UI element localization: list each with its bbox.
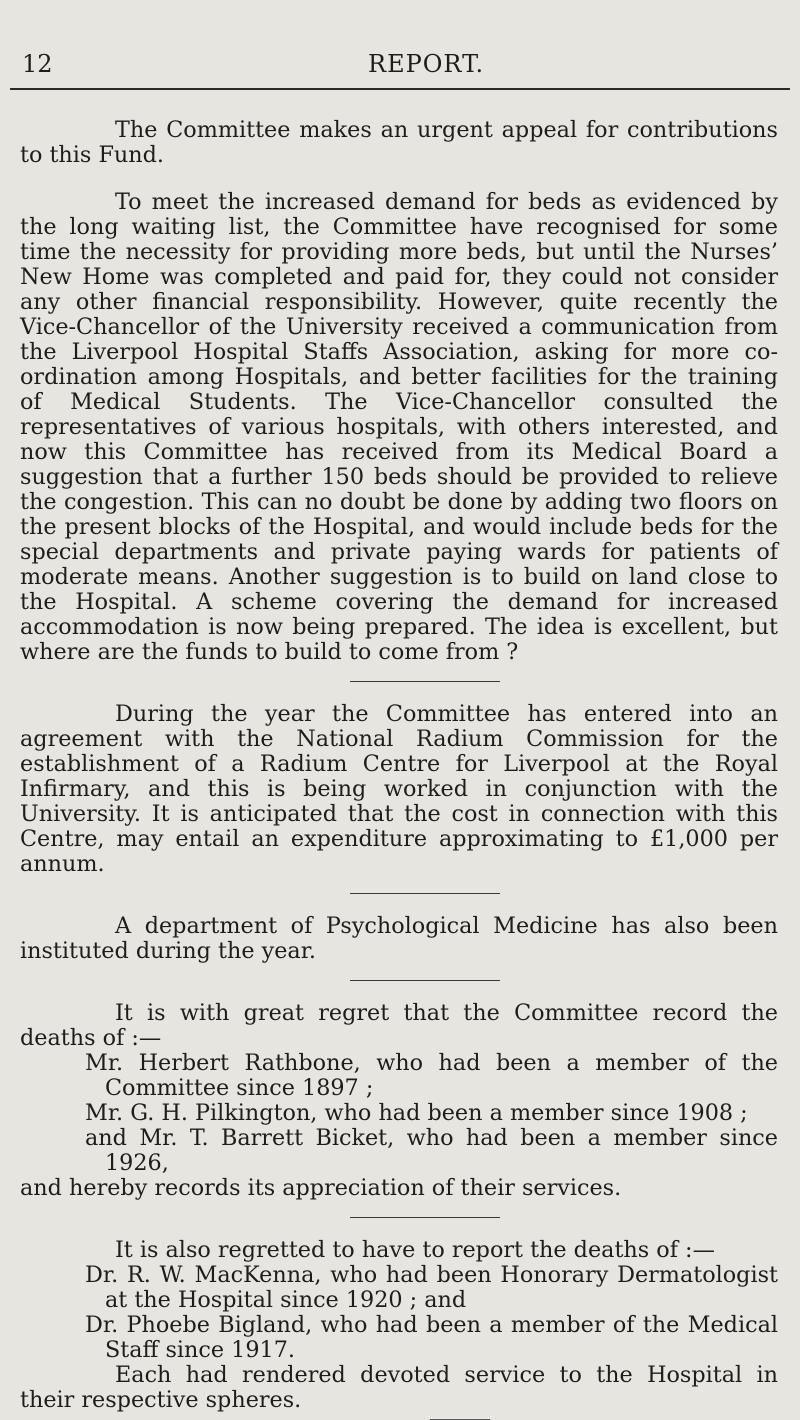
deaths2-closing: Each had rendered devoted service to the Hospital in their respective spheres.	[20, 1362, 778, 1413]
section-divider	[350, 980, 500, 981]
deaths-intro: It is with great regret that the Committee record the deaths of :—	[20, 1000, 778, 1051]
list-item: Mr. Herbert Rathbone, who had been a member of the Committee since 1897 ;	[85, 1050, 778, 1101]
section-divider	[350, 1217, 500, 1218]
list-item: Mr. G. H. Pilkington, who had been a member since 1908 ;	[85, 1100, 748, 1126]
staff-deaths-list	[20, 1263, 778, 1363]
list-item: Dr. R. W. MacKenna, who had been Honorary Dermatologist at the Hospital since 1920 ; and	[85, 1262, 778, 1313]
report-body	[20, 118, 778, 1420]
deaths-closing: and hereby records its appreciation of their services.	[20, 1175, 622, 1201]
header-rule	[10, 88, 790, 90]
radium-paragraph: During the year the Committee has entered into an agreement with the National Radium Commission for the establishment of a Radium Centre for Liverpool at the Royal Infirmary, and this is being worked in conjunction with the University. It is anticipated that the cost in connection with this Centre, may entail an expenditure approximating to £1,000 per annum.	[20, 701, 778, 877]
appeal-paragraph: The Committee makes an urgent appeal for contributions to this Fund.	[20, 117, 778, 168]
section-divider	[350, 681, 500, 682]
list-item: Dr. Phoebe Bigland, who had been a member of the Medical Staff since 1917.	[85, 1312, 778, 1363]
list-item: and Mr. T. Barrett Bicket, who had been a member since 1926,	[85, 1125, 778, 1176]
running-title: REPORT.	[368, 50, 485, 78]
page-number: 12	[22, 50, 53, 78]
section-divider	[350, 893, 500, 894]
psychological-medicine-paragraph: A department of Psychological Medicine has also been instituted during the year.	[20, 913, 778, 964]
beds-paragraph: To meet the increased demand for beds as evidenced by the long waiting list, the Committee have recognised for some time the necessity for providing more beds, but until the Nurses’ New Home was completed and paid for, they could not consider any other financial responsibility. However, quite recently the Vice-Chancellor of the University received a communication from the Liverpool Hospital Staffs Association, asking for more co-ordination among Hospitals, and better facilities for the training of Medical Students. The Vice-Chancellor consulted the representatives of various hospitals, with others interested, and now this Committee has received from its Medical Board a suggestion that a further 150 beds should be provided to relieve the congestion. This can no doubt be done by adding two floors on the present blocks of the Hospital, and would include beds for the special departments and private paying wards for patients of moderate means. Another suggestion is to build on land close to the Hospital. A scheme covering the demand for increased accommodation is now being prepared. The idea is excellent, but where are the funds to build to come from ?	[20, 189, 778, 665]
committee-deaths-list	[20, 1051, 778, 1176]
page-header	[0, 50, 800, 90]
deaths2-intro: It is also regretted to have to report the deaths of :—	[115, 1237, 715, 1263]
